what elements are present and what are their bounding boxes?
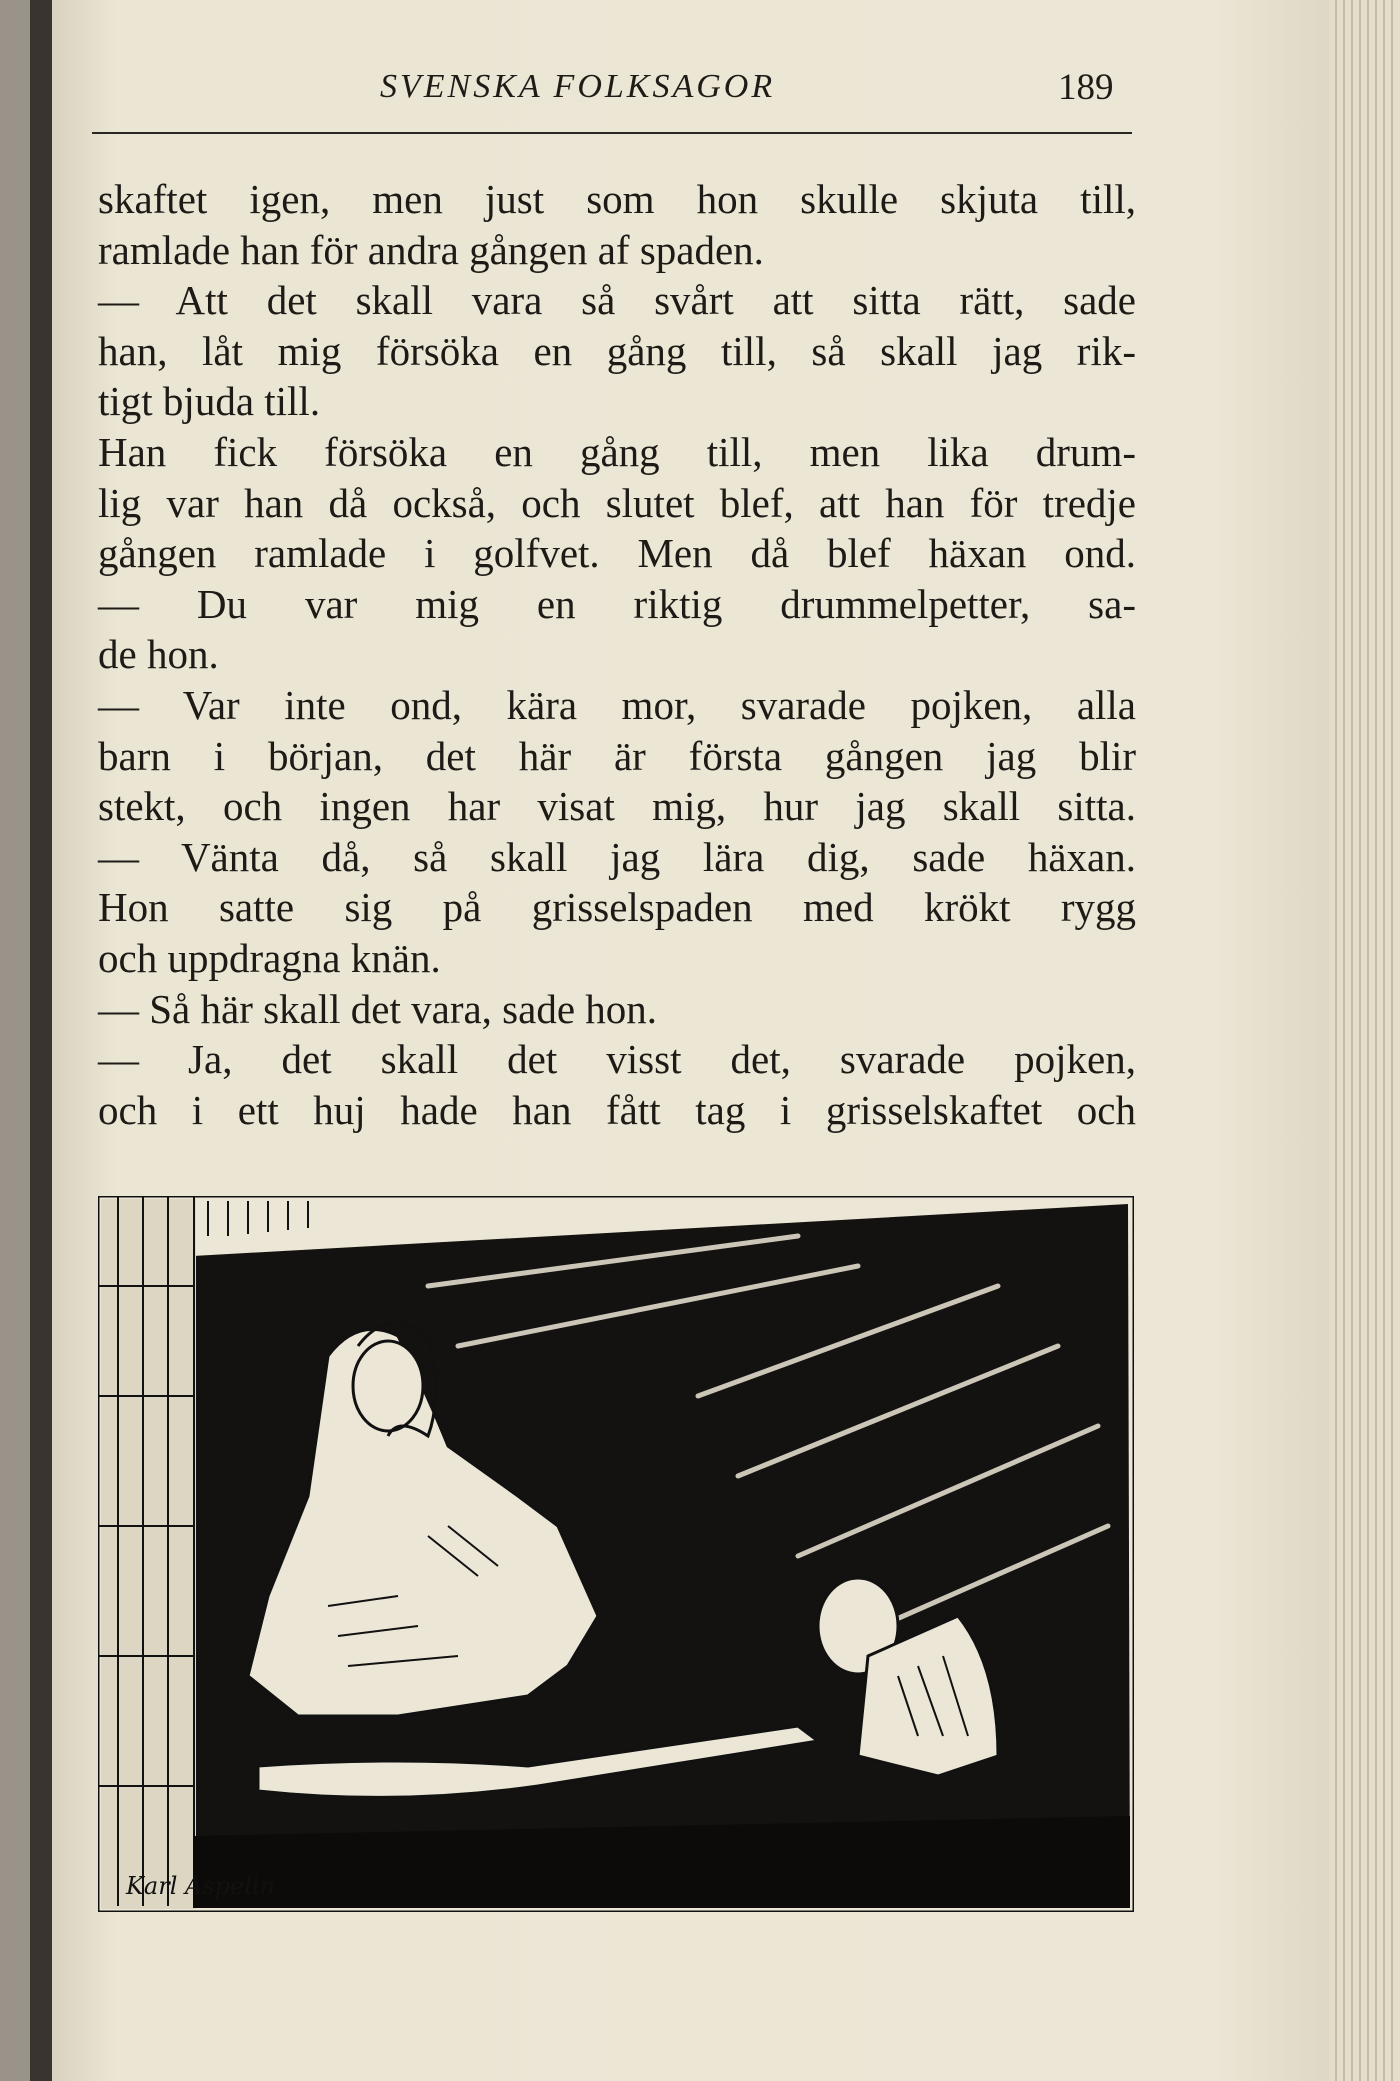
text-line: de hon.: [98, 631, 219, 678]
text-line: — Du var mig en riktig drummelpetter, sa-: [98, 580, 1136, 627]
text-line: skaftet igen, men just som hon skulle skjuta till,: [98, 176, 1136, 222]
text-line: och uppdragna knän.: [98, 934, 441, 981]
text-line: och i ett huj hade han fått tag i grisselskaftet och: [98, 1086, 1136, 1133]
text-line: — Vänta då, så skall jag lära dig, sade häxan.: [98, 833, 1136, 880]
text-line: — Ja, det skall det visst det, svarade pojken,: [98, 1036, 1136, 1083]
illustration-signature: Karl Aspelin: [126, 1872, 276, 1900]
text-line: gången ramlade i golfvet. Men då blef häxan ond.: [98, 530, 1136, 577]
text-line: ramlade han för andra gången af spaden.: [98, 226, 764, 273]
running-title: SVENSKA FOLKSAGOR: [380, 68, 776, 105]
body-text: [98, 174, 1136, 1135]
text-line: — Att det skall vara så svårt att sitta rätt, sade: [98, 277, 1136, 324]
text-line: Hon satte sig på grisselspaden med krökt rygg: [98, 884, 1136, 931]
text-line: — Så här skall det vara, sade hon.: [98, 985, 658, 1032]
text-line: — Var inte ond, kära mor, svarade pojken, alla: [98, 681, 1136, 728]
header-rule: [92, 132, 1132, 134]
text-line: stekt, och ingen har visat mig, hur jag skall sitta.: [98, 783, 1136, 830]
text-line: Han fick försöka en gång till, men lika drum-: [98, 428, 1136, 475]
page-number: 189: [1058, 67, 1114, 108]
illustration-witch-and-boy: [98, 1196, 1134, 1912]
text-line: lig var han då också, och slutet blef, att han för tredje: [98, 479, 1136, 526]
text-line: tigt bjuda till.: [98, 378, 321, 425]
text-line: han, låt mig försöka en gång till, så skall jag rik-: [98, 327, 1136, 374]
text-line: barn i början, det här är första gången jag blir: [98, 732, 1136, 779]
